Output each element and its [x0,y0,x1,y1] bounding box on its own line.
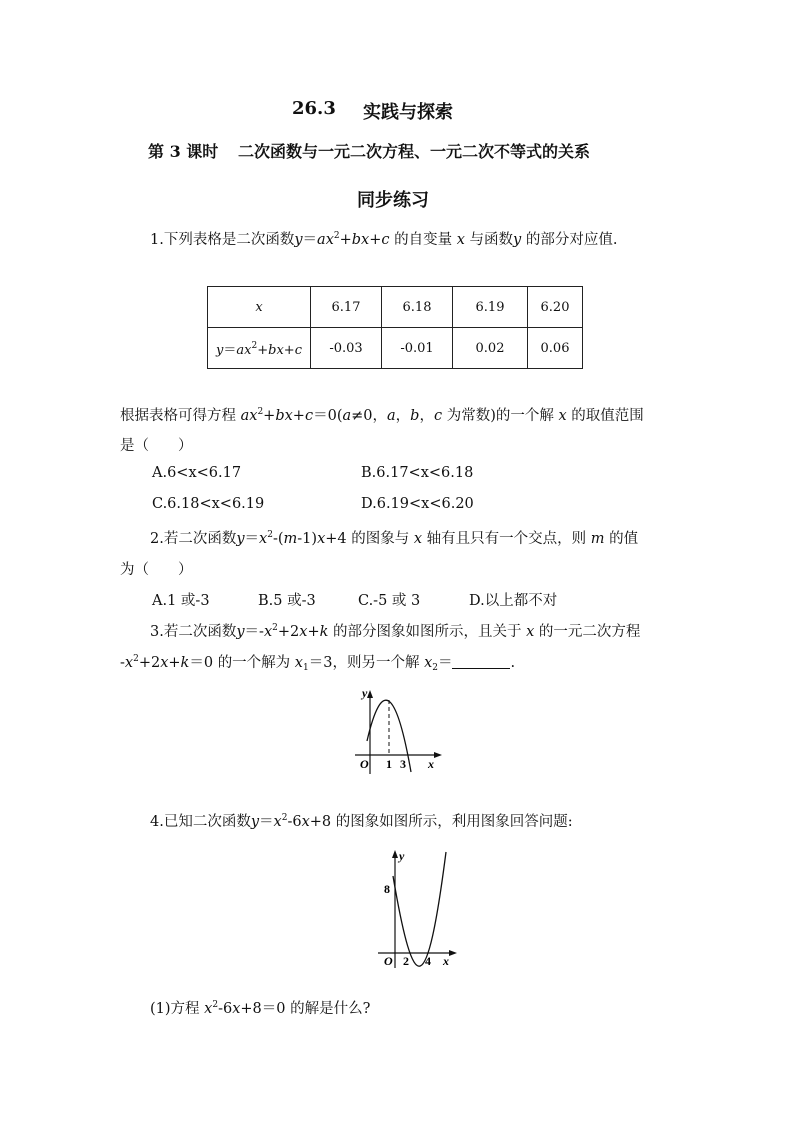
graph-label: y [399,849,405,863]
graph-label: y [362,686,368,700]
section-heading: 同步练习 [357,190,429,211]
option-1d[interactable]: D.6.19<x<6.20 [361,496,474,512]
table-row [208,328,583,369]
option-1a[interactable]: A.6<x<6.17 [152,465,242,481]
question-1-prompt: 根据表格可得方程 $ax^2+bx+c=0(a\ne 0$，a，b，c 为常数)的一个解 x 的取值范围 [120,407,644,424]
question-1-prompt-cont: 是（ ） [120,438,193,454]
option-1b[interactable]: B.6.17<x<6.18 [361,465,474,481]
question-2-stem-cont: 为（ ） [120,562,193,578]
table-cell: 6.19 [453,287,528,328]
graph-label: x [443,954,449,968]
question-4-graph [370,848,460,970]
option-2b[interactable]: B.5 或-3 [258,593,316,609]
graph-label: 1 [386,757,392,771]
table-row [208,287,583,328]
graph-label: 3 [400,757,406,771]
lesson-number: 26.3 [292,98,336,119]
lesson-label: 第 3 课时 [148,142,219,161]
table-cell: 6.18 [382,287,453,328]
values-table [207,286,583,369]
lesson-title: 实践与探索 [363,102,453,123]
question-4-part-1: (1)方程 $x^2-6x+8=0$ 的解是什么? [150,1000,371,1017]
table-cell: 0.02 [453,328,528,369]
question-2-stem: 2.若二次函数$y=x^2-(m-1)x+4$ 的图象与 x 轴有且只有一个交点，则 m 的值 [150,530,639,547]
answer-blank[interactable] [452,654,510,669]
table-cell: -0.01 [382,328,453,369]
table-cell: -0.03 [311,328,382,369]
table-cell: 0.06 [528,328,583,369]
graph-label: O [384,954,393,968]
question-3-stem: 3.若二次函数$y=-x^2+2x+k$ 的部分图象如图所示，且关于 x 的一元二次方程 [150,623,641,640]
lesson-subtitle: 二次函数与一元二次方程、一元二次不等式的关系 [238,142,591,161]
graph-label: 2 [403,954,409,968]
option-2a[interactable]: A.1 或-3 [152,593,210,609]
question-1-stem: 1.下列表格是二次函数$y=ax^2+bx+c$ 的自变量 x 与函数y 的部分对应值. [150,231,618,248]
question-3-stem-cont: $-x^2+2x+k=0$ 的一个解为 $x_1=3$，则另一个解 $x_2=$ . [120,654,516,673]
option-1c[interactable]: C.6.18<x<6.19 [152,496,265,512]
graph-label: 8 [384,882,390,896]
question-3-graph [345,686,445,776]
table-header-x: x [208,287,311,328]
question-4-stem: 4.已知二次函数$y=x^2-6x+8$ 的图象如图所示，利用图象回答问题: [150,813,573,830]
table-header-y: $y=ax^2+bx+c$ [208,328,311,369]
option-2c[interactable]: C.-5 或 3 [358,593,421,609]
table-cell: 6.20 [528,287,583,328]
table-cell: 6.17 [311,287,382,328]
graph-label: O [360,757,369,771]
graph-label: x [428,757,434,771]
option-2d[interactable]: D.以上都不对 [469,593,558,609]
graph-label: 4 [425,954,431,968]
